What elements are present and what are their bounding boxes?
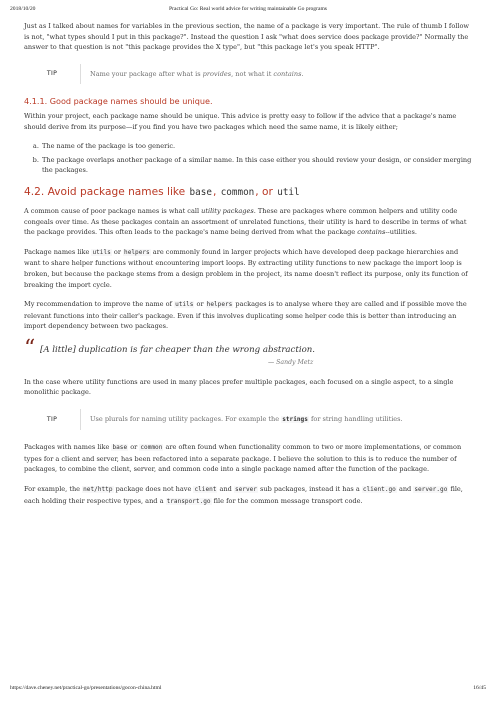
heading-text: 4.2. Avoid package names like [24, 185, 189, 198]
heading-code: common [220, 186, 255, 198]
text-run: and [396, 485, 414, 494]
paragraph-package-names: Just as I talked about names for variables in the previous section, the name of a package is very important. The rule of thumb I follow is not, "what types should I put in this package?". Instead the question I ask "what does service does package provide?" Normally the answer to that question is not "this package provides the X type", but "this package let's you speak HTTP". [24, 22, 470, 52]
page-number: 16/45 [473, 685, 486, 691]
paragraph-base-common [24, 442, 472, 475]
emphasis: utility packages [201, 206, 254, 215]
inline-code: utils [92, 248, 111, 256]
tip-text-part: , not what it [231, 69, 274, 78]
print-url: https://dave.cheney.net/practical-go/presentations/gocon-china.html [10, 685, 162, 691]
paragraph-unique-names: Within your project, each package name should be unique. This advice is pretty easy to follow if the advice that a package's name should derive from its purpose—if you find you have two packages which need the same name, it is likely either; [24, 111, 457, 131]
inline-code: client [194, 486, 217, 494]
text-run: Package names like [24, 247, 92, 256]
text-run: packages is to analyse where they are called and if possible move the relevant functions into their caller's package. Even if this involves duplicating some helper code this is better than introducing an import dependency between two packages. [24, 300, 467, 331]
tip-admonition [24, 409, 472, 430]
inline-code: server [234, 486, 257, 494]
text-run: file for the common message transport code. [211, 496, 363, 505]
text-run: A common cause of poor package names is what call [24, 206, 202, 215]
text-run: are commonly found in larger projects which have developed deep package hierarchies and want to share helper functions without encountering import loops. By extracting utility functions to new package the import loop is broken, but because the package stems from a design problem in the project, its name doesn't reflect its purpose, only its function of breaking the import cycle. [24, 247, 468, 289]
paragraph-utility-packages [24, 206, 472, 238]
print-title: Practical Go: Real world advice for writing maintainable Go programs [169, 6, 327, 12]
heading-code: util [277, 186, 300, 198]
tip-text-part: Use plurals for naming utility packages. For example the [90, 415, 282, 424]
tip-admonition [24, 64, 472, 84]
quote-mark-icon: “ [24, 335, 36, 361]
inline-code: utils [175, 301, 194, 309]
inline-code: client.go [362, 486, 396, 494]
heading-code: base [189, 186, 212, 198]
tip-text-part: Name your package after what is [90, 69, 203, 78]
heading-text: , or [255, 185, 277, 198]
text-run: and [217, 485, 234, 494]
paragraph-utils-helpers [24, 247, 472, 290]
text-run: . These are packages where common helpers and utility code congeals over time. As these packages contain an assortment of unrelated functions, their utility is hard to describe in terms of what the package provides. This often leads to the package's name being derived from what the package [24, 206, 467, 237]
text-run: package does not have [113, 485, 194, 494]
text-run: or [111, 247, 124, 256]
text-run: --utilities. [385, 228, 417, 237]
inline-code: helpers [206, 301, 233, 309]
inline-code: helpers [124, 248, 150, 256]
paragraph-net-http-example [24, 484, 472, 507]
inline-code: common [140, 444, 163, 452]
text-run: My recommendation to improve the name of [24, 300, 175, 309]
section-heading-4-2 [24, 185, 472, 200]
inline-code: transport.go [166, 497, 211, 505]
reasons-list [24, 141, 472, 176]
quote-text: [A little] duplication is far cheaper than the wrong abstraction. [40, 344, 316, 355]
quote-block [24, 335, 472, 366]
text-run: sub packages, instead it has a [257, 485, 362, 494]
tip-emphasis: provides [202, 69, 232, 78]
text-run: file, each holding their respective types, and a [24, 485, 463, 505]
section-heading-4-1-1: 4.1.1. Good package names should be unique. [24, 95, 213, 106]
inline-code: strings [282, 416, 308, 424]
print-date: 2018/10/20 [10, 6, 36, 12]
inline-code: server.go [414, 486, 448, 494]
inline-code: net/http [83, 486, 113, 494]
text-run: Packages with names like [24, 443, 112, 452]
text-run: For example, the [24, 485, 83, 494]
tip-label: TIP [24, 409, 81, 430]
text-run: or [194, 300, 206, 309]
tip-text-part: . [301, 69, 304, 78]
text-run: are often found when functionality common to two or more implementations, or common types for a client and server, has been refactored into a separate package. I believe the solution to this is to reduce the number of packages, to combine the client, server, and common code into a single package named after the function of the package. [24, 443, 462, 474]
list-item: a. The name of the package is too generic. [41, 141, 472, 152]
paragraph-multiple-packages: In the case where utility functions are used in many places prefer multiple packages, each focused on a single aspect, to a single monolithic package. [24, 377, 454, 397]
tip-text [81, 409, 403, 430]
tip-label: TIP [24, 64, 81, 84]
inline-code: base [112, 444, 128, 452]
print-header [10, 6, 486, 16]
heading-text: , [212, 185, 220, 198]
text-run: or [128, 443, 140, 452]
quote-attribution: — Sandy Metz [268, 358, 314, 366]
document-body [24, 21, 472, 516]
tip-text [81, 64, 304, 84]
emphasis: contains [357, 228, 386, 237]
paragraph-recommendation [24, 299, 472, 332]
print-footer [10, 685, 486, 695]
list-item: b. The package overlaps another package of a similar name. In this case either you should review your design, or consider merging the packages. [41, 155, 472, 176]
tip-text-part: for string handling utilities. [308, 415, 403, 424]
tip-emphasis: contains [273, 69, 302, 78]
